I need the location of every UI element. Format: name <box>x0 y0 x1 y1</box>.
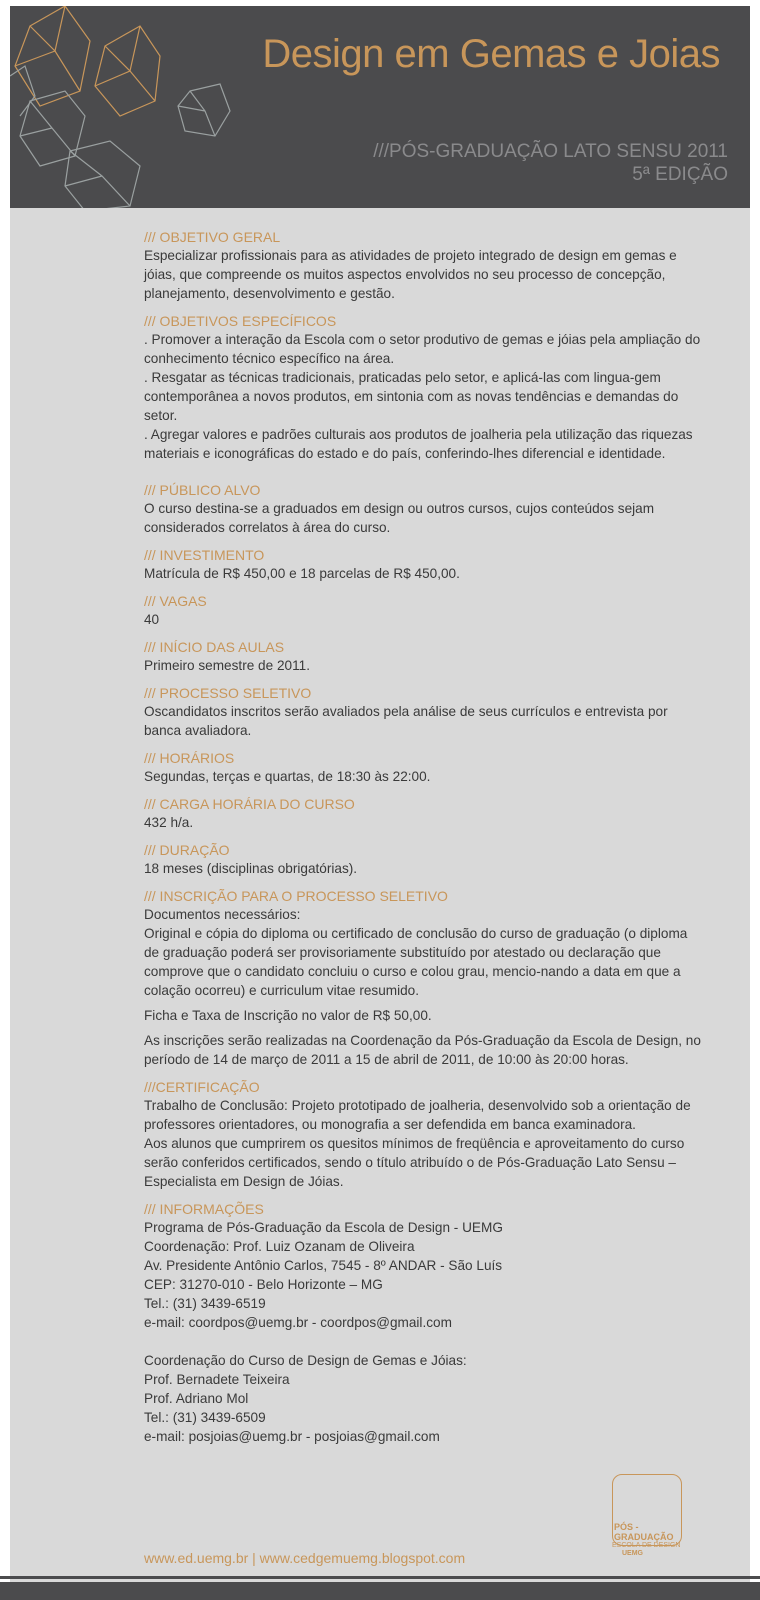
text-inscricao-3: Ficha e Taxa de Inscrição no valor de R$ 50,00. <box>144 1008 432 1023</box>
section-vagas <box>144 592 704 629</box>
footer-divider <box>0 1576 760 1579</box>
logo-line-1: PÓS - <box>614 1522 639 1532</box>
text-vagas: 40 <box>144 612 160 627</box>
section-informacoes <box>144 1200 704 1446</box>
section-publico-alvo <box>144 481 704 537</box>
header-banner <box>10 6 750 208</box>
info-line: Prof. Bernadete Teixeira <box>144 1372 290 1387</box>
heading-vagas: /// VAGAS <box>144 593 207 609</box>
text-certificacao-1: Trabalho de Conclusão: Projeto prototipado de joalheria, desenvolvido sob a orientação de professores orientadores, ou monografia a ser defendida em banca examinadora. <box>144 1098 691 1132</box>
info-line: Coordenação do Curso de Design de Gemas e Jóias: <box>144 1353 467 1368</box>
info-line: Av. Presidente Antônio Carlos, 7545 - 8º ANDAR - São Luís <box>144 1258 503 1273</box>
uemg-logo <box>610 1472 686 1557</box>
info-line: Tel.: (31) 3439-6519 <box>144 1296 266 1311</box>
logo-text <box>614 1522 674 1542</box>
objetivo-item-3: . Agregar valores e padrões culturais aos produtos de joalheria pela utilização das riquezas materiais e iconográficas do estado e do país, conferindo-lhes diferencial e identidade. <box>144 427 693 461</box>
text-inicio: Primeiro semestre de 2011. <box>144 658 310 673</box>
section-inscricao <box>144 887 704 1069</box>
text-horarios: Segundas, terças e quartas, de 18:30 às 22:00. <box>144 769 431 784</box>
info-email[interactable]: e-mail: coordpos@uemg.br - coordpos@gmail.com <box>144 1315 452 1330</box>
section-certificacao <box>144 1078 704 1191</box>
subtitle <box>373 140 728 186</box>
text-inscricao-2: Original e cópia do diploma ou certificado de conclusão do curso de graduação (o diploma de graduação poderá ser provisoriamente substituído por atestado ou declaração que comprove que o candidato concluiu o curso e colou grau, mencio-nando a data em que a colação ocorreu) e curriculum vitae resumido. <box>144 926 688 998</box>
spacer <box>144 1332 704 1351</box>
text-processo: Oscandidatos inscritos serão avaliados pela análise de seus currículos e entrevista por banca avaliadora. <box>144 704 668 738</box>
text-certificacao-2: Aos alunos que cumprirem os quesitos mínimos de freqüência e aproveitamento do curso serão conferidos certificados, sendo o título atribuído o de Pós-Graduação Lato Sensu – Especialista em Design de Jóias. <box>144 1136 685 1189</box>
logo-subtext <box>612 1542 680 1558</box>
section-horarios <box>144 749 704 786</box>
subtitle-line-1: ///PÓS-GRADUAÇÃO LATO SENSU 2011 <box>373 141 728 162</box>
text-carga: 432 h/a. <box>144 815 194 830</box>
subtitle-line-2: 5ª EDIÇÃO <box>632 164 728 185</box>
info-line: Coordenação: Prof. Luiz Ozanam de Oliveira <box>144 1239 415 1254</box>
heading-horarios: /// HORÁRIOS <box>144 750 235 766</box>
text-objetivo-geral: Especializar profissionais para as atividades de projeto integrado de design em gemas e jóias, que compreende os muitos aspectos envolvidos no seu processo de concepção, planejamento, desenvolvimento e gestão. <box>144 248 677 301</box>
heading-objetivos-especificos: /// OBJETIVOS ESPECÍFICOS <box>144 313 337 329</box>
heading-certificacao: ///CERTIFICAÇÃO <box>144 1079 260 1095</box>
info-email[interactable]: e-mail: posjoias@uemg.br - posjoias@gmail.com <box>144 1429 440 1444</box>
heading-objetivo-geral: /// OBJETIVO GERAL <box>144 229 281 245</box>
info-line: Tel.: (31) 3439-6509 <box>144 1410 266 1425</box>
heading-informacoes: /// INFORMAÇÕES <box>144 1201 264 1217</box>
logo-line-4: UEMG <box>622 1550 643 1557</box>
text-publico-alvo: O curso destina-se a graduados em design ou outros cursos, cujos conteúdos sejam considerados correlatos à área do curso. <box>144 501 655 535</box>
heading-investimento: /// INVESTIMENTO <box>144 547 265 563</box>
content <box>144 228 704 1455</box>
section-investimento <box>144 546 704 583</box>
section-inicio <box>144 638 704 675</box>
text-inscricao-4: As inscrições serão realizadas na Coordenação da Pós-Graduação da Escola de Design, no período de 14 de março de 2011 a 15 de abril de 2011, de 10:00 às 20:00 horas. <box>144 1033 701 1067</box>
logo-line-3: ESCOLA DE DESIGN <box>612 1542 681 1549</box>
heading-duracao: /// DURAÇÃO <box>144 842 230 858</box>
heading-processo: /// PROCESSO SELETIVO <box>144 685 312 701</box>
text-duracao: 18 meses (disciplinas obrigatórias). <box>144 861 358 876</box>
spacer <box>144 472 704 481</box>
heading-inscricao: /// INSCRIÇÃO PARA O PROCESSO SELETIVO <box>144 888 448 904</box>
logo-line-2: GRADUAÇÃO <box>614 1532 674 1542</box>
info-line: Prof. Adriano Mol <box>144 1391 249 1406</box>
section-processo <box>144 684 704 740</box>
info-line: CEP: 31270-010 - Belo Horizonte – MG <box>144 1277 383 1292</box>
objetivo-item-2: . Resgatar as técnicas tradicionais, praticadas pelo setor, e aplicá-las com lingua-gem contemporânea a novos produtos, em sintonia com as novas tendências e demandas do setor. <box>144 370 679 423</box>
gems-illustration <box>10 6 250 208</box>
footer-bar <box>0 1582 760 1600</box>
section-duracao <box>144 841 704 878</box>
section-carga <box>144 795 704 832</box>
objetivo-item-1: . Promover a interação da Escola com o setor produtivo de gemas e jóias pela ampliação do conhecimento técnico específico na área. <box>144 332 701 366</box>
section-objetivo-geral <box>144 228 704 303</box>
heading-carga: /// CARGA HORÁRIA DO CURSO <box>144 796 355 812</box>
text-investimento: Matrícula de R$ 450,00 e 18 parcelas de R$ 450,00. <box>144 566 460 581</box>
text-inscricao-1: Documentos necessários: <box>144 907 301 922</box>
info-line: Programa de Pós-Graduação da Escola de Design - UEMG <box>144 1220 503 1235</box>
heading-inicio: /// INÍCIO DAS AULAS <box>144 639 285 655</box>
heading-publico-alvo: /// PÚBLICO ALVO <box>144 482 261 498</box>
page-title: Design em Gemas e Joias <box>262 32 720 76</box>
footer-links[interactable]: www.ed.uemg.br | www.cedgemuemg.blogspot.com <box>144 1550 466 1566</box>
section-objetivos-especificos <box>144 312 704 463</box>
